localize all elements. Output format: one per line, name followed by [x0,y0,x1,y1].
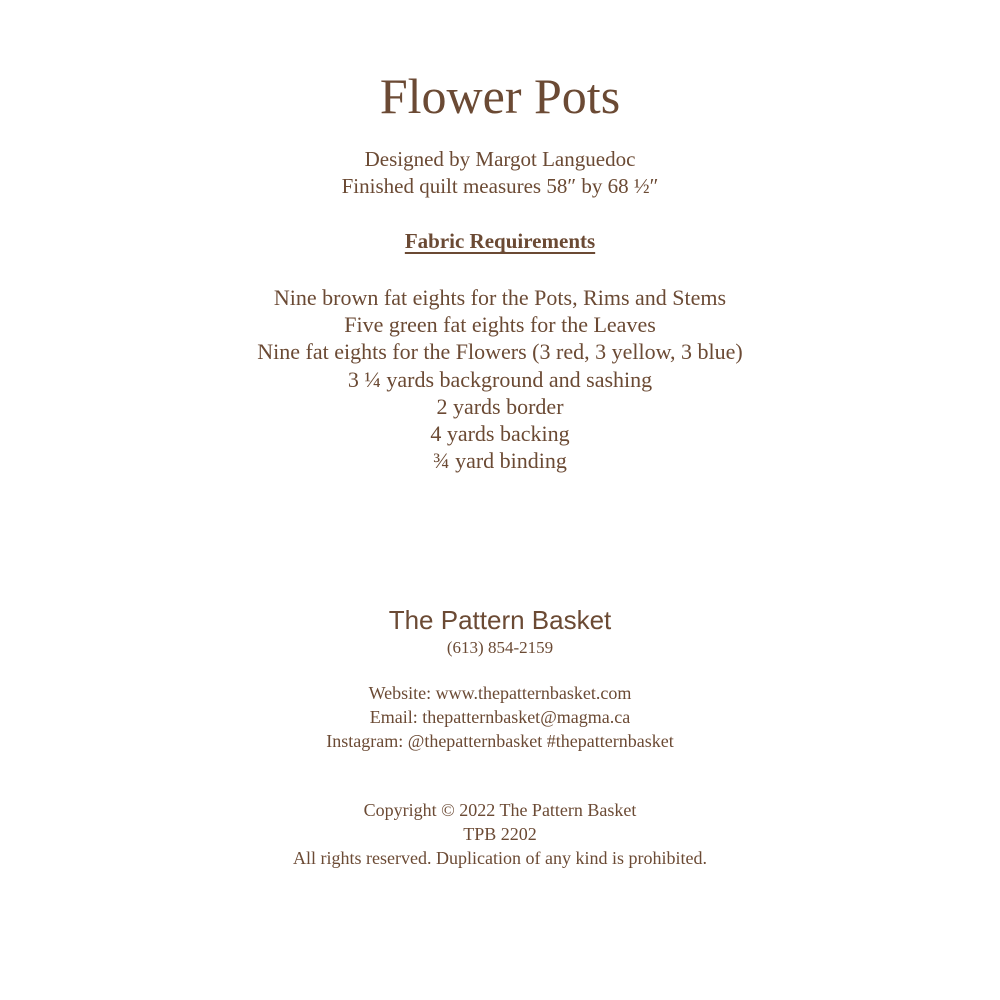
finished-size: Finished quilt measures 58″ by 68 ½″ [341,174,659,198]
website-line: Website: www.thepatternbasket.com [368,683,632,703]
list-item: 3 ¼ yards background and sashing [347,366,653,392]
legal-notice [0,798,1000,870]
list-item: 4 yards backing [430,421,570,447]
list-item: Nine fat eights for the Flowers (3 red, 3 yellow, 3 blue) [257,339,743,365]
fabric-requirements-heading-text: Fabric Requirements [404,229,596,253]
contact-details [0,681,1000,753]
fabric-requirements-heading [0,228,1000,255]
list-item: Nine brown fat eights for the Pots, Rims and Stems [273,285,727,310]
rights-line: All rights reserved. Duplication of any kind is prohibited. [293,848,707,868]
copyright-line: Copyright © 2022 The Pattern Basket [363,800,637,820]
designer-credit: Designed by Margot Languedoc [364,147,636,171]
page-title: Flower Pots [379,68,621,124]
pattern-code: TPB 2202 [463,824,537,844]
company-phone: (613) 854-2159 [446,638,554,657]
pattern-meta [0,146,1000,200]
list-item: ¾ yard binding [433,448,567,474]
fabric-requirements-list [0,284,1000,474]
list-item: 2 yards border [436,393,564,419]
email-line: Email: thepatternbasket@magma.ca [369,707,631,727]
instagram-line: Instagram: @thepatternbasket #thepatternbasket [326,731,674,751]
list-item: Five green fat eights for the Leaves [344,312,656,338]
company-name: The Pattern Basket [388,605,612,635]
